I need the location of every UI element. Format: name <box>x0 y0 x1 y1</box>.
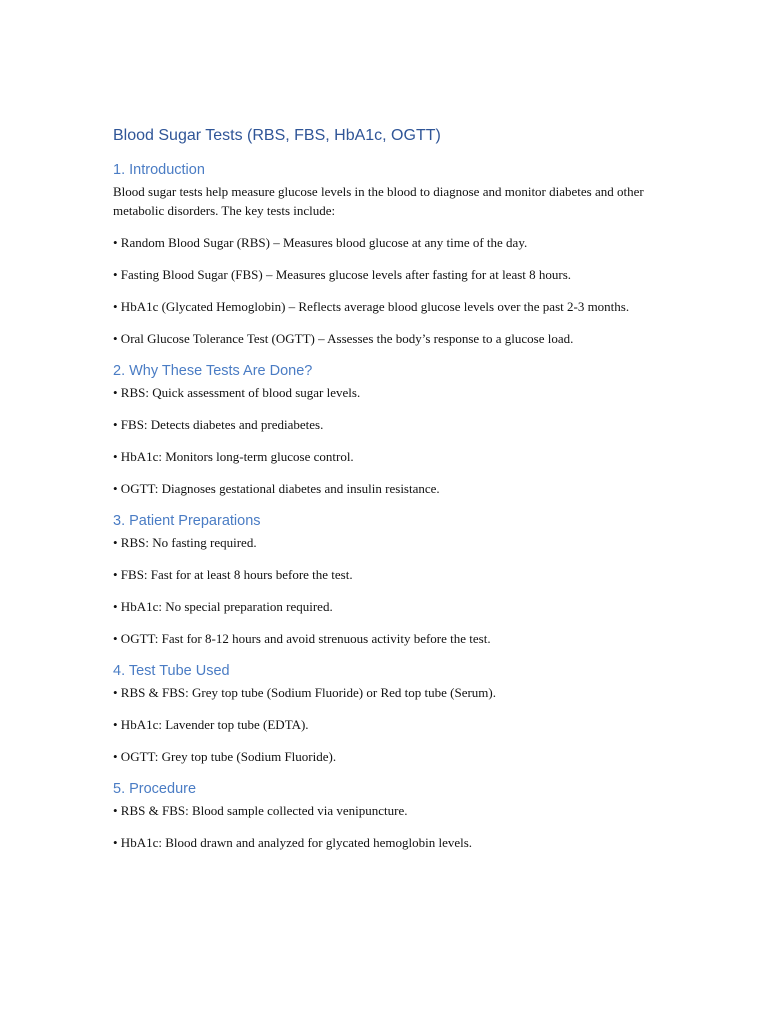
list-item: • RBS & FBS: Grey top tube (Sodium Fluoride) or Red top tube (Serum). <box>113 685 496 700</box>
section-introduction <box>113 160 658 348</box>
list-item: • HbA1c: Blood drawn and analyzed for glycated hemoglobin levels. <box>113 835 473 850</box>
list-item: • HbA1c: No special preparation required. <box>113 599 333 614</box>
document-title: Blood Sugar Tests (RBS, FBS, HbA1c, OGTT) <box>113 127 441 144</box>
list-item: • FBS: Fast for at least 8 hours before the test. <box>113 567 353 582</box>
section-heading: 3. Patient Preparations <box>113 513 261 529</box>
list-item: • OGTT: Fast for 8-12 hours and avoid strenuous activity before the test. <box>113 631 491 646</box>
list-item: • Oral Glucose Tolerance Test (OGTT) – Assesses the body’s response to a glucose load. <box>113 331 574 346</box>
document-content <box>113 125 658 852</box>
section-heading: 5. Procedure <box>113 781 197 797</box>
list-item: • RBS & FBS: Blood sample collected via venipuncture. <box>113 803 408 818</box>
section-heading: 1. Introduction <box>113 162 205 178</box>
list-item: • Fasting Blood Sugar (FBS) – Measures glucose levels after fasting for at least 8 hours. <box>113 267 572 282</box>
list-item: • HbA1c: Monitors long-term glucose control. <box>113 449 354 464</box>
section-paragraph: Blood sugar tests help measure glucose levels in the blood to diagnose and monitor diabetes and other metabolic disorders. The key tests include: <box>113 184 644 218</box>
section-test-tube <box>113 661 658 766</box>
list-item: • Random Blood Sugar (RBS) – Measures blood glucose at any time of the day. <box>113 235 528 250</box>
list-item: • FBS: Detects diabetes and prediabetes. <box>113 417 324 432</box>
section-patient-preparations <box>113 511 658 648</box>
section-heading: 2. Why These Tests Are Done? <box>113 363 313 379</box>
list-item: • HbA1c: Lavender top tube (EDTA). <box>113 717 309 732</box>
list-item: • RBS: No fasting required. <box>113 535 257 550</box>
section-why-tests <box>113 361 658 498</box>
section-heading: 4. Test Tube Used <box>113 663 230 679</box>
section-procedure <box>113 779 658 852</box>
list-item: • OGTT: Grey top tube (Sodium Fluoride). <box>113 749 337 764</box>
list-item: • RBS: Quick assessment of blood sugar levels. <box>113 385 361 400</box>
list-item: • HbA1c (Glycated Hemoglobin) – Reflects average blood glucose levels over the past 2-3 months. <box>113 299 630 314</box>
list-item: • OGTT: Diagnoses gestational diabetes and insulin resistance. <box>113 481 440 496</box>
